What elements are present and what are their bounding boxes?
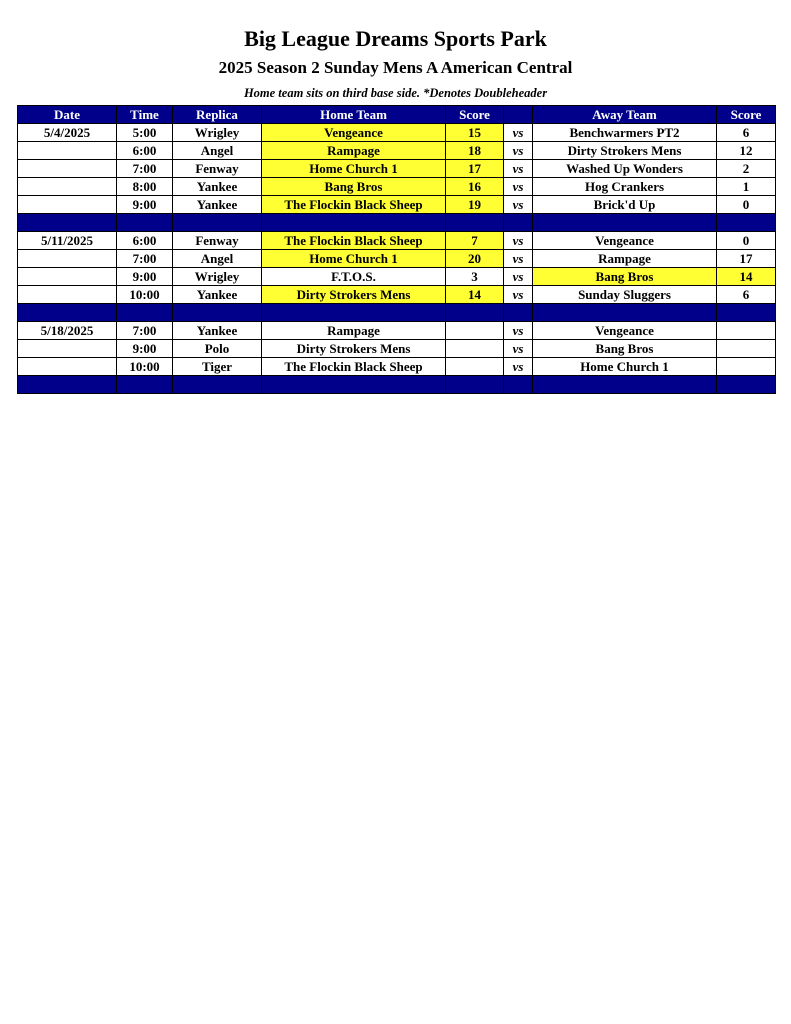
away-team-cell: Vengeance	[533, 232, 717, 250]
away-team-cell: Dirty Strokers Mens	[533, 142, 717, 160]
home-team-cell: The Flockin Black Sheep	[262, 232, 446, 250]
away-team-cell: Sunday Sluggers	[533, 286, 717, 304]
game-row	[18, 196, 776, 214]
home-team-cell: Rampage	[262, 142, 446, 160]
separator-cell	[173, 376, 262, 394]
separator-cell	[18, 304, 117, 322]
separator-cell	[117, 376, 173, 394]
away-score-cell: 17	[717, 250, 776, 268]
date-cell	[18, 358, 117, 376]
week-separator-row	[18, 214, 776, 232]
away-team-cell: Washed Up Wonders	[533, 160, 717, 178]
time-cell: 8:00	[117, 178, 173, 196]
separator-cell	[533, 214, 717, 232]
away-team-cell: Brick'd Up	[533, 196, 717, 214]
away-team-cell: Vengeance	[533, 322, 717, 340]
vs-label: vs	[504, 340, 533, 358]
away-team-cell: Home Church 1	[533, 358, 717, 376]
game-row	[18, 268, 776, 286]
home-team-cell: Bang Bros	[262, 178, 446, 196]
home-score-cell	[446, 322, 504, 340]
game-row	[18, 358, 776, 376]
home-score-cell: 19	[446, 196, 504, 214]
schedule-table	[17, 105, 776, 394]
time-cell: 9:00	[117, 340, 173, 358]
game-row	[18, 340, 776, 358]
home-team-cell: The Flockin Black Sheep	[262, 358, 446, 376]
separator-cell	[717, 214, 776, 232]
away-score-cell: 6	[717, 124, 776, 142]
home-score-cell: 20	[446, 250, 504, 268]
home-score-cell	[446, 340, 504, 358]
separator-cell	[533, 304, 717, 322]
game-row	[18, 232, 776, 250]
game-row	[18, 160, 776, 178]
time-cell: 7:00	[117, 322, 173, 340]
vs-label: vs	[504, 322, 533, 340]
away-score-cell: 2	[717, 160, 776, 178]
header-row	[18, 106, 776, 124]
col-header-home-team: Home Team	[262, 106, 446, 124]
away-team-cell: Rampage	[533, 250, 717, 268]
week-separator-row	[18, 376, 776, 394]
game-row	[18, 322, 776, 340]
vs-label: vs	[504, 268, 533, 286]
separator-cell	[262, 214, 446, 232]
home-team-cell: Home Church 1	[262, 160, 446, 178]
away-team-cell: Bang Bros	[533, 268, 717, 286]
game-row	[18, 286, 776, 304]
date-cell	[18, 286, 117, 304]
time-cell: 9:00	[117, 196, 173, 214]
vs-label: vs	[504, 232, 533, 250]
game-row	[18, 178, 776, 196]
time-cell: 6:00	[117, 232, 173, 250]
date-cell	[18, 196, 117, 214]
time-cell: 6:00	[117, 142, 173, 160]
separator-cell	[446, 304, 504, 322]
replica-cell: Yankee	[173, 196, 262, 214]
replica-cell: Fenway	[173, 232, 262, 250]
separator-cell	[446, 376, 504, 394]
schedule-body	[18, 124, 776, 394]
replica-cell: Wrigley	[173, 268, 262, 286]
replica-cell: Yankee	[173, 178, 262, 196]
date-cell	[18, 268, 117, 286]
col-header-away-score: Score	[717, 106, 776, 124]
away-score-cell: 0	[717, 232, 776, 250]
replica-cell: Angel	[173, 250, 262, 268]
time-cell: 5:00	[117, 124, 173, 142]
home-team-cell: Dirty Strokers Mens	[262, 286, 446, 304]
date-cell	[18, 178, 117, 196]
separator-cell	[504, 304, 533, 322]
separator-cell	[262, 376, 446, 394]
replica-cell: Fenway	[173, 160, 262, 178]
vs-label: vs	[504, 142, 533, 160]
separator-cell	[717, 376, 776, 394]
time-cell: 7:00	[117, 250, 173, 268]
home-team-cell: Vengeance	[262, 124, 446, 142]
replica-cell: Yankee	[173, 286, 262, 304]
date-cell: 5/18/2025	[18, 322, 117, 340]
away-score-cell	[717, 358, 776, 376]
separator-cell	[117, 214, 173, 232]
col-header-away-team: Away Team	[533, 106, 717, 124]
vs-label: vs	[504, 286, 533, 304]
separator-cell	[117, 304, 173, 322]
home-team-cell: The Flockin Black Sheep	[262, 196, 446, 214]
separator-cell	[446, 214, 504, 232]
col-header-home-score: Score	[446, 106, 504, 124]
col-header-time: Time	[117, 106, 173, 124]
away-team-cell: Benchwarmers PT2	[533, 124, 717, 142]
home-score-cell: 17	[446, 160, 504, 178]
game-row	[18, 142, 776, 160]
separator-cell	[173, 304, 262, 322]
away-team-cell: Hog Crankers	[533, 178, 717, 196]
home-team-cell: Home Church 1	[262, 250, 446, 268]
vs-label: vs	[504, 196, 533, 214]
col-header-replica: Replica	[173, 106, 262, 124]
time-cell: 9:00	[117, 268, 173, 286]
home-team-cell: F.T.O.S.	[262, 268, 446, 286]
separator-cell	[173, 214, 262, 232]
date-cell: 5/11/2025	[18, 232, 117, 250]
time-cell: 10:00	[117, 286, 173, 304]
home-score-cell	[446, 358, 504, 376]
league-subtitle: 2025 Season 2 Sunday Mens A American Central	[218, 58, 573, 77]
replica-cell: Yankee	[173, 322, 262, 340]
replica-cell: Tiger	[173, 358, 262, 376]
replica-cell: Angel	[173, 142, 262, 160]
home-score-cell: 7	[446, 232, 504, 250]
away-team-cell: Bang Bros	[533, 340, 717, 358]
date-cell	[18, 142, 117, 160]
home-team-cell: Rampage	[262, 322, 446, 340]
away-score-cell: 0	[717, 196, 776, 214]
separator-cell	[504, 376, 533, 394]
home-team-cell: Dirty Strokers Mens	[262, 340, 446, 358]
col-header-date: Date	[18, 106, 117, 124]
col-header-vs	[504, 106, 533, 124]
date-cell	[18, 340, 117, 358]
separator-cell	[262, 304, 446, 322]
vs-label: vs	[504, 124, 533, 142]
replica-cell: Polo	[173, 340, 262, 358]
game-row	[18, 124, 776, 142]
replica-cell: Wrigley	[173, 124, 262, 142]
away-score-cell: 1	[717, 178, 776, 196]
away-score-cell: 6	[717, 286, 776, 304]
separator-cell	[18, 214, 117, 232]
home-score-cell: 18	[446, 142, 504, 160]
away-score-cell	[717, 340, 776, 358]
separator-cell	[504, 214, 533, 232]
vs-label: vs	[504, 160, 533, 178]
separator-cell	[717, 304, 776, 322]
vs-label: vs	[504, 178, 533, 196]
schedule-note: Home team sits on third base side. *Denotes Doubleheader	[243, 86, 548, 100]
date-cell	[18, 160, 117, 178]
time-cell: 10:00	[117, 358, 173, 376]
game-row	[18, 250, 776, 268]
time-cell: 7:00	[117, 160, 173, 178]
separator-cell	[18, 376, 117, 394]
home-score-cell: 15	[446, 124, 504, 142]
away-score-cell	[717, 322, 776, 340]
vs-label: vs	[504, 250, 533, 268]
away-score-cell: 12	[717, 142, 776, 160]
date-cell: 5/4/2025	[18, 124, 117, 142]
date-cell	[18, 250, 117, 268]
page-title: Big League Dreams Sports Park	[244, 26, 547, 51]
home-score-cell: 16	[446, 178, 504, 196]
vs-label: vs	[504, 358, 533, 376]
home-score-cell: 14	[446, 286, 504, 304]
home-score-cell: 3	[446, 268, 504, 286]
away-score-cell: 14	[717, 268, 776, 286]
separator-cell	[533, 376, 717, 394]
week-separator-row	[18, 304, 776, 322]
